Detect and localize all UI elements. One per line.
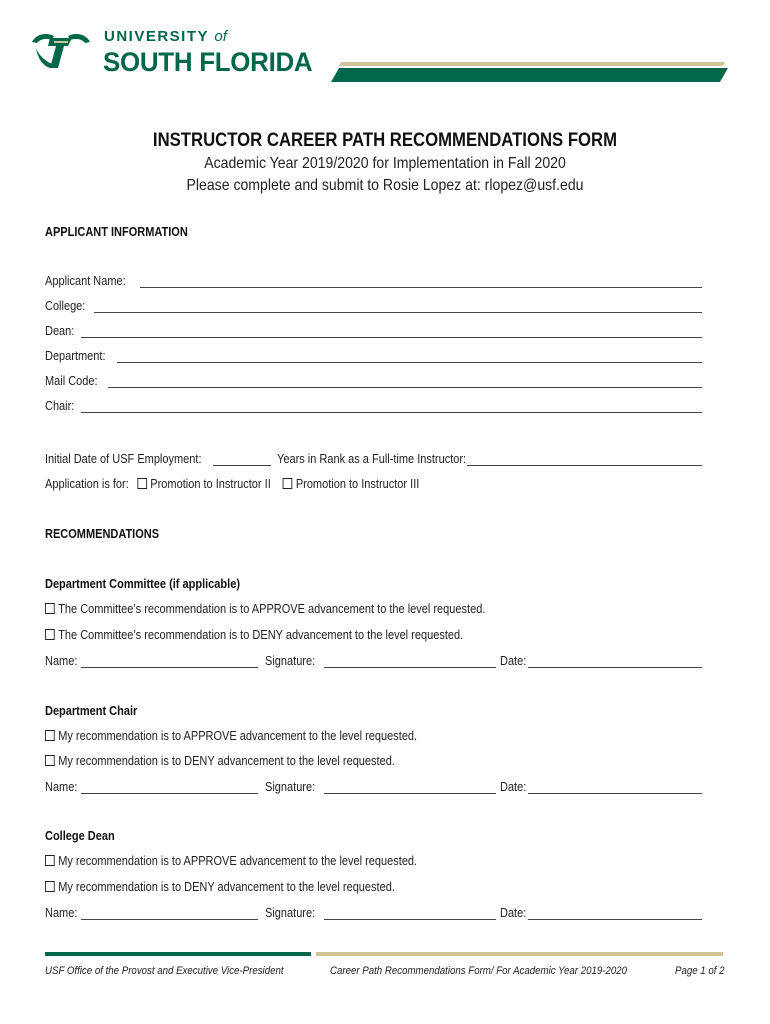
form-subtitle-year: Academic Year 2019/2020 for Implementation in Fall 2020 — [204, 155, 566, 172]
initial-date-line[interactable] — [213, 453, 271, 466]
committee-approve-option: The Committee’s recommendation is to APPROVE advancement to the level requested. — [45, 602, 485, 616]
dean-signature-row: Name: Signature: Date: — [45, 904, 702, 920]
dean-approve-checkbox[interactable] — [45, 855, 55, 866]
chair-field[interactable]: Chair: — [45, 397, 702, 413]
chair-deny-option: My recommendation is to DENY advancement to the level requested. — [45, 754, 395, 768]
years-in-rank-line[interactable] — [467, 453, 702, 466]
dean-date-line[interactable] — [528, 907, 702, 920]
committee-deny-checkbox[interactable] — [45, 629, 55, 640]
dean-field[interactable]: Dean: — [45, 322, 702, 338]
dean-deny-option: My recommendation is to DENY advancement to the level requested. — [45, 880, 395, 894]
dean-signature-line[interactable] — [324, 907, 496, 920]
dean-line[interactable] — [81, 325, 702, 338]
chair-signature-line[interactable] — [324, 781, 496, 794]
chair-approve-checkbox[interactable] — [45, 730, 55, 741]
footer-green-stripe — [45, 952, 311, 956]
committee-deny-option: The Committee’s recommendation is to DENY advancement to the level requested. — [45, 628, 463, 642]
chair-heading: Department Chair — [45, 704, 138, 718]
committee-heading: Department Committee (if applicable) — [45, 577, 240, 591]
years-in-rank-label: Years in Rank as a Full-time Instructor: — [276, 452, 466, 466]
form-title: INSTRUCTOR CAREER PATH RECOMMENDATIONS FORM — [152, 130, 618, 151]
applicant-info-heading: APPLICANT INFORMATION — [45, 225, 188, 239]
chair-date-line[interactable] — [528, 781, 702, 794]
committee-signature-line[interactable] — [324, 655, 496, 668]
university-label: UNIVERSITY of — [104, 28, 227, 45]
instructor-ii-checkbox[interactable] — [137, 478, 147, 489]
footer-gold-stripe — [316, 952, 723, 956]
usf-bull-logo-icon — [30, 28, 92, 78]
dean-deny-checkbox[interactable] — [45, 881, 55, 892]
instructor-ii-label: Promotion to Instructor II — [150, 477, 271, 491]
chair-line[interactable] — [81, 400, 702, 413]
header-green-stripe — [331, 68, 728, 82]
instructor-iii-checkbox[interactable] — [283, 478, 293, 489]
dean-approve-option: My recommendation is to APPROVE advancement to the level requested. — [45, 854, 417, 868]
chair-approve-option: My recommendation is to APPROVE advancement to the level requested. — [45, 729, 417, 743]
department-line[interactable] — [117, 350, 702, 363]
footer-office: USF Office of the Provost and Executive Vice-President — [45, 965, 284, 977]
college-line[interactable] — [94, 300, 702, 313]
dean-heading: College Dean — [45, 829, 115, 843]
recommendations-heading: RECOMMENDATIONS — [45, 527, 160, 541]
employment-row — [45, 450, 702, 466]
instructor-iii-label: Promotion to Instructor III — [295, 477, 420, 491]
chair-name-line[interactable] — [81, 781, 258, 794]
committee-approve-checkbox[interactable] — [45, 603, 55, 614]
mail-code-field[interactable]: Mail Code: — [45, 372, 702, 388]
dean-name-line[interactable] — [81, 907, 258, 920]
header-gold-stripe — [339, 62, 725, 66]
mail-code-line[interactable] — [108, 375, 702, 388]
committee-date-line[interactable] — [528, 655, 702, 668]
applicant-name-field[interactable]: Applicant Name: — [45, 272, 702, 288]
chair-deny-checkbox[interactable] — [45, 755, 55, 766]
application-for-label: Application is for: — [45, 477, 129, 491]
applicant-name-line[interactable] — [140, 275, 702, 288]
application-type-row — [45, 477, 419, 491]
department-field[interactable]: Department: — [45, 347, 702, 363]
chair-signature-row: Name: Signature: Date: — [45, 778, 702, 794]
south-florida-label: SOUTH FLORIDA — [103, 47, 313, 77]
footer-form-title: Career Path Recommendations Form/ For Academic Year 2019-2020 — [330, 965, 627, 977]
initial-date-label: Initial Date of USF Employment: — [45, 452, 202, 466]
form-subtitle-submit: Please complete and submit to Rosie Lopez at: rlopez@usf.edu — [186, 177, 584, 194]
committee-signature-row: Name: Signature: Date: — [45, 652, 702, 668]
college-field[interactable]: College: — [45, 297, 702, 313]
footer-page-number: Page 1 of 2 — [675, 965, 725, 977]
committee-name-line[interactable] — [81, 655, 258, 668]
